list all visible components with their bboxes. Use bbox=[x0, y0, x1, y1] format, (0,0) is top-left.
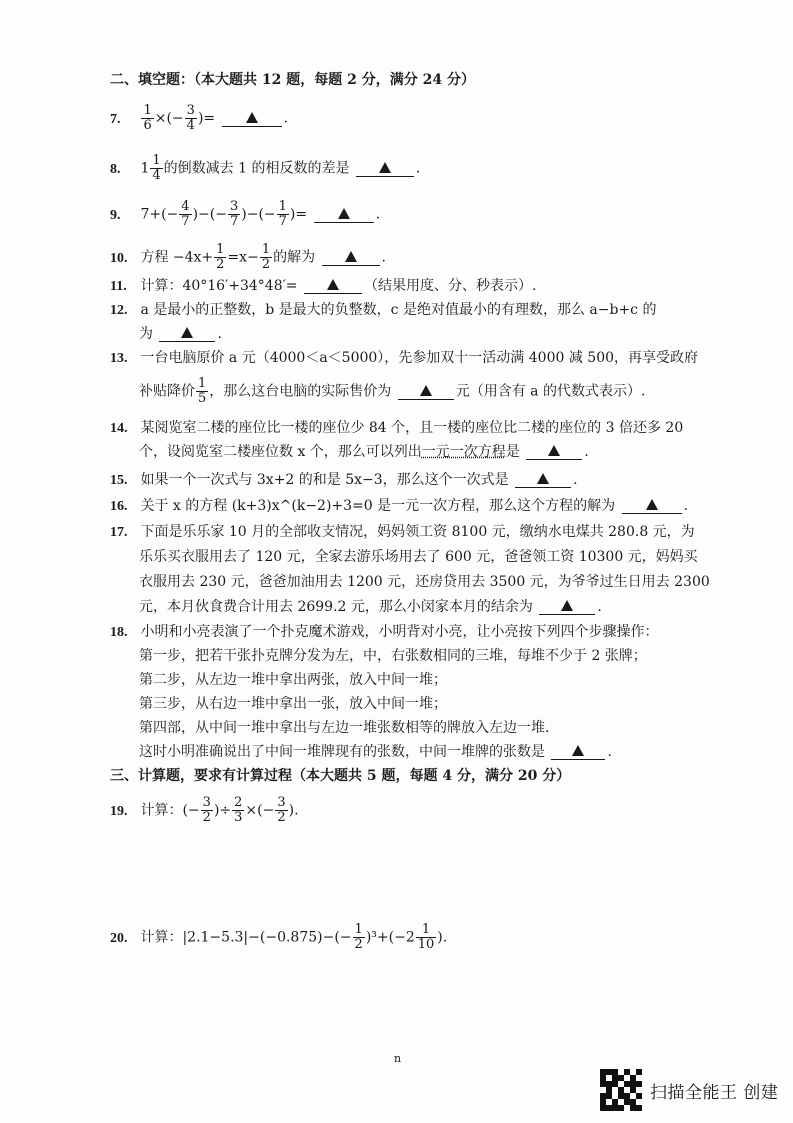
triangle-icon bbox=[379, 162, 391, 173]
denominator: 7 bbox=[229, 214, 239, 229]
fraction bbox=[150, 154, 162, 183]
numerator: 4 bbox=[181, 199, 190, 214]
denominator: 2 bbox=[202, 810, 211, 825]
denominator: 6 bbox=[143, 118, 152, 133]
operator: ). bbox=[288, 802, 299, 819]
page-number: n bbox=[394, 1052, 402, 1065]
question-number: 13. bbox=[110, 351, 128, 366]
question-17 bbox=[110, 522, 695, 543]
question-14-cont bbox=[139, 442, 589, 462]
triangle-icon bbox=[646, 499, 658, 510]
denominator: 7 bbox=[181, 214, 190, 229]
numerator: 3 bbox=[202, 795, 211, 810]
expr-part: 计算：|2.1−5.3|−(−0.875)−(− bbox=[140, 929, 352, 946]
fraction bbox=[416, 923, 437, 952]
period: . bbox=[381, 249, 386, 266]
denominator: 2 bbox=[277, 810, 286, 825]
answer-blank[interactable] bbox=[304, 279, 362, 294]
answer-blank[interactable] bbox=[526, 445, 582, 460]
question-number: 10. bbox=[110, 250, 128, 266]
question-number: 12. bbox=[110, 303, 128, 318]
question-number: 14. bbox=[110, 421, 128, 436]
denominator: 7 bbox=[278, 214, 287, 229]
denominator: 2 bbox=[354, 937, 363, 952]
question-14 bbox=[110, 418, 683, 439]
period: . bbox=[573, 472, 578, 488]
question-text: 的倒数减去 1 的相反数的差是 bbox=[163, 160, 350, 177]
operator: )÷ bbox=[213, 802, 232, 819]
fraction bbox=[201, 796, 213, 825]
question-text: 这时小明准确说出了中间一堆牌现有的张数，中间一堆牌的张数是 bbox=[139, 744, 545, 760]
question-8 bbox=[110, 154, 420, 183]
question-17-line2: 乐乐买衣服用去了 120 元，全家去游乐场用去了 600 元，爸爸领工资 10300 元，妈妈买 bbox=[139, 549, 698, 565]
question-17-line4 bbox=[139, 597, 602, 617]
question-text: 某阅览室二楼的座位比一楼的座位少 84 个，且一楼的座位比二楼的座位的 3 倍还多 20 bbox=[140, 420, 684, 436]
operator: ). bbox=[437, 929, 448, 946]
question-text: 关于 x 的方程 (k+3)x^(k−2)+3=0 是一元一次方程，那么这个方程的解为 bbox=[140, 498, 616, 514]
fraction bbox=[141, 104, 153, 133]
question-7 bbox=[110, 104, 288, 133]
fraction bbox=[179, 200, 191, 229]
numerator: 2 bbox=[234, 795, 243, 810]
question-17-line3: 衣服用去 230 元，爸爸加油用去 1200 元，还房贷用去 3500 元，为爷爷过生日用去 2300 bbox=[139, 574, 710, 590]
question-text: ，那么这台电脑的实际售价为 bbox=[209, 383, 392, 400]
expr-part: =x− bbox=[227, 249, 259, 266]
numerator: 1 bbox=[216, 242, 225, 257]
triangle-icon bbox=[345, 251, 357, 262]
question-9 bbox=[110, 200, 380, 229]
section-3-title: 三、计算题，要求有计算过程（本大题共 5 题，每题 4 分，满分 20 分） bbox=[110, 768, 571, 784]
fraction bbox=[353, 923, 365, 952]
triangle-icon bbox=[327, 279, 339, 290]
denominator: 5 bbox=[198, 391, 207, 406]
section-2-title: 二、填空题：（本大题共 12 题，每题 2 分，满分 24 分） bbox=[110, 72, 475, 88]
fraction bbox=[185, 104, 197, 133]
question-number: 16. bbox=[110, 499, 128, 514]
question-text: 元（用含有 a 的代数式表示）. bbox=[455, 383, 646, 400]
question-text: a 是最小的正整数，b 是最大的负整数，c 是绝对值最小的有理数，那么 a−b+c 的 bbox=[140, 302, 657, 318]
triangle-icon bbox=[420, 385, 432, 396]
question-text: 计算：40°16′+34°48′= bbox=[140, 278, 298, 294]
triangle-icon bbox=[548, 445, 560, 456]
answer-blank[interactable] bbox=[356, 162, 414, 177]
triangle-icon bbox=[181, 327, 193, 338]
numerator: 1 bbox=[143, 103, 152, 118]
question-19 bbox=[110, 796, 299, 825]
question-18-step4: 第四部，从中间一堆中拿出与左边一堆张数相等的牌放入左边一堆． bbox=[139, 720, 559, 736]
question-20 bbox=[110, 923, 447, 952]
question-text: 元，本月伙食费合计用去 2699.2 元，那么小闵家本月的结余为 bbox=[139, 599, 533, 615]
answer-blank[interactable] bbox=[551, 745, 605, 760]
numerator: 1 bbox=[416, 923, 437, 938]
question-12-cont bbox=[139, 324, 222, 344]
numerator: 1 bbox=[354, 922, 363, 937]
scanner-watermark bbox=[600, 1068, 778, 1112]
question-text: 一台电脑原价 a 元（4000＜a＜5000），先参加双十一活动满 4000 减 500，再享受政府 bbox=[140, 350, 699, 366]
fraction bbox=[260, 243, 272, 272]
numerator: 1 bbox=[198, 376, 207, 391]
question-number: 7. bbox=[110, 111, 121, 127]
answer-blank[interactable] bbox=[314, 208, 374, 223]
operator: ×(− bbox=[245, 802, 275, 819]
expr-part: 7+(− bbox=[140, 206, 179, 223]
expr-part: 计算：(− bbox=[140, 802, 200, 819]
question-13 bbox=[110, 348, 698, 369]
answer-blank[interactable] bbox=[539, 600, 595, 615]
question-18-step2: 第二步，从左边一堆中拿出两张，放入中间一堆； bbox=[139, 672, 447, 688]
period: . bbox=[375, 206, 381, 223]
scanner-brand-text: 扫描全能王 创建 bbox=[650, 1082, 779, 1103]
numerator: 1 bbox=[152, 153, 161, 168]
question-18-step3: 第三步，从右边一堆中拿出一张，放入中间一堆； bbox=[139, 696, 447, 712]
denominator: 4 bbox=[152, 168, 161, 183]
expr-part: )−(− bbox=[192, 206, 227, 223]
denominator: 2 bbox=[216, 257, 225, 272]
period: . bbox=[283, 110, 289, 127]
period: . bbox=[584, 444, 589, 460]
question-text: 是 bbox=[505, 444, 520, 460]
question-10 bbox=[110, 243, 386, 272]
answer-blank[interactable] bbox=[515, 473, 571, 488]
triangle-icon bbox=[561, 600, 573, 611]
question-text: 的解为 bbox=[273, 249, 316, 266]
period: . bbox=[217, 326, 222, 342]
qr-code-icon bbox=[600, 1069, 642, 1111]
question-number: 19. bbox=[110, 803, 128, 819]
numerator: 1 bbox=[278, 199, 287, 214]
answer-blank[interactable] bbox=[222, 112, 282, 127]
question-18-line6 bbox=[139, 742, 612, 762]
operator: )= bbox=[197, 110, 216, 127]
fraction bbox=[277, 200, 289, 229]
period: . bbox=[415, 160, 421, 177]
answer-blank[interactable] bbox=[322, 251, 380, 266]
numerator: 1 bbox=[261, 242, 271, 257]
question-number: 18. bbox=[110, 625, 128, 640]
question-number: 9. bbox=[110, 207, 121, 223]
triangle-icon bbox=[338, 208, 350, 219]
fraction bbox=[228, 200, 240, 229]
denominator: 2 bbox=[261, 257, 271, 272]
question-number: 8. bbox=[110, 161, 121, 177]
operator: )= bbox=[289, 206, 308, 223]
question-13-cont bbox=[139, 377, 645, 406]
question-text: （结果用度、分、秒表示）. bbox=[363, 278, 537, 294]
denominator: 3 bbox=[234, 810, 243, 825]
triangle-icon bbox=[572, 745, 584, 756]
question-18-step1: 第一步，把若干张扑克牌分发为左，中，右张数相同的三堆，每堆不少于 2 张牌； bbox=[139, 648, 647, 664]
question-number: 20. bbox=[110, 930, 128, 946]
numerator: 3 bbox=[229, 199, 239, 214]
denominator: 4 bbox=[186, 118, 195, 133]
question-text: 小明和小亮表演了一个扑克魔术游戏，小明背对小亮，让小亮按下列四个步骤操作： bbox=[140, 624, 659, 640]
question-text: 如果一个一次式与 3x+2 的和是 5x−3，那么这个一次式是 bbox=[140, 472, 509, 488]
question-text: 为 bbox=[139, 326, 153, 342]
question-number: 17. bbox=[110, 525, 128, 540]
question-number: 11. bbox=[110, 279, 127, 294]
question-text: 个，设阅览室二楼座位数 x 个，那么可以列出 bbox=[139, 444, 422, 460]
numerator: 3 bbox=[186, 103, 195, 118]
question-text: 下面是乐乐家 10 月的全部收支情况，妈妈领工资 8100 元，缴纳水电煤共 280.8 元，为 bbox=[140, 524, 695, 540]
question-text: 补贴降价 bbox=[139, 383, 195, 400]
period: . bbox=[597, 599, 602, 615]
denominator: 10 bbox=[417, 937, 435, 952]
question-16 bbox=[110, 496, 688, 517]
fraction bbox=[196, 377, 208, 406]
fraction bbox=[275, 796, 287, 825]
operator: ×(− bbox=[154, 110, 184, 127]
question-18 bbox=[110, 622, 658, 643]
whole-part: 1 bbox=[140, 160, 150, 177]
fraction bbox=[214, 243, 226, 272]
period: . bbox=[683, 498, 689, 514]
answer-blank[interactable] bbox=[398, 385, 454, 400]
expr-part: )−(− bbox=[241, 206, 276, 223]
triangle-icon bbox=[537, 473, 549, 484]
question-12 bbox=[110, 300, 656, 321]
question-number: 15. bbox=[110, 473, 128, 488]
answer-blank[interactable] bbox=[159, 327, 215, 342]
answer-blank[interactable] bbox=[622, 499, 682, 514]
question-15 bbox=[110, 470, 578, 491]
question-11 bbox=[110, 276, 536, 297]
fraction bbox=[232, 796, 244, 825]
expr-part: 方程 −4x+ bbox=[140, 249, 214, 266]
period: . bbox=[607, 744, 612, 760]
emphasized-text: 一元一次方程 bbox=[421, 444, 506, 460]
numerator: 3 bbox=[277, 795, 286, 810]
triangle-icon bbox=[246, 112, 258, 123]
expr-part: )³+(−2 bbox=[365, 929, 415, 946]
